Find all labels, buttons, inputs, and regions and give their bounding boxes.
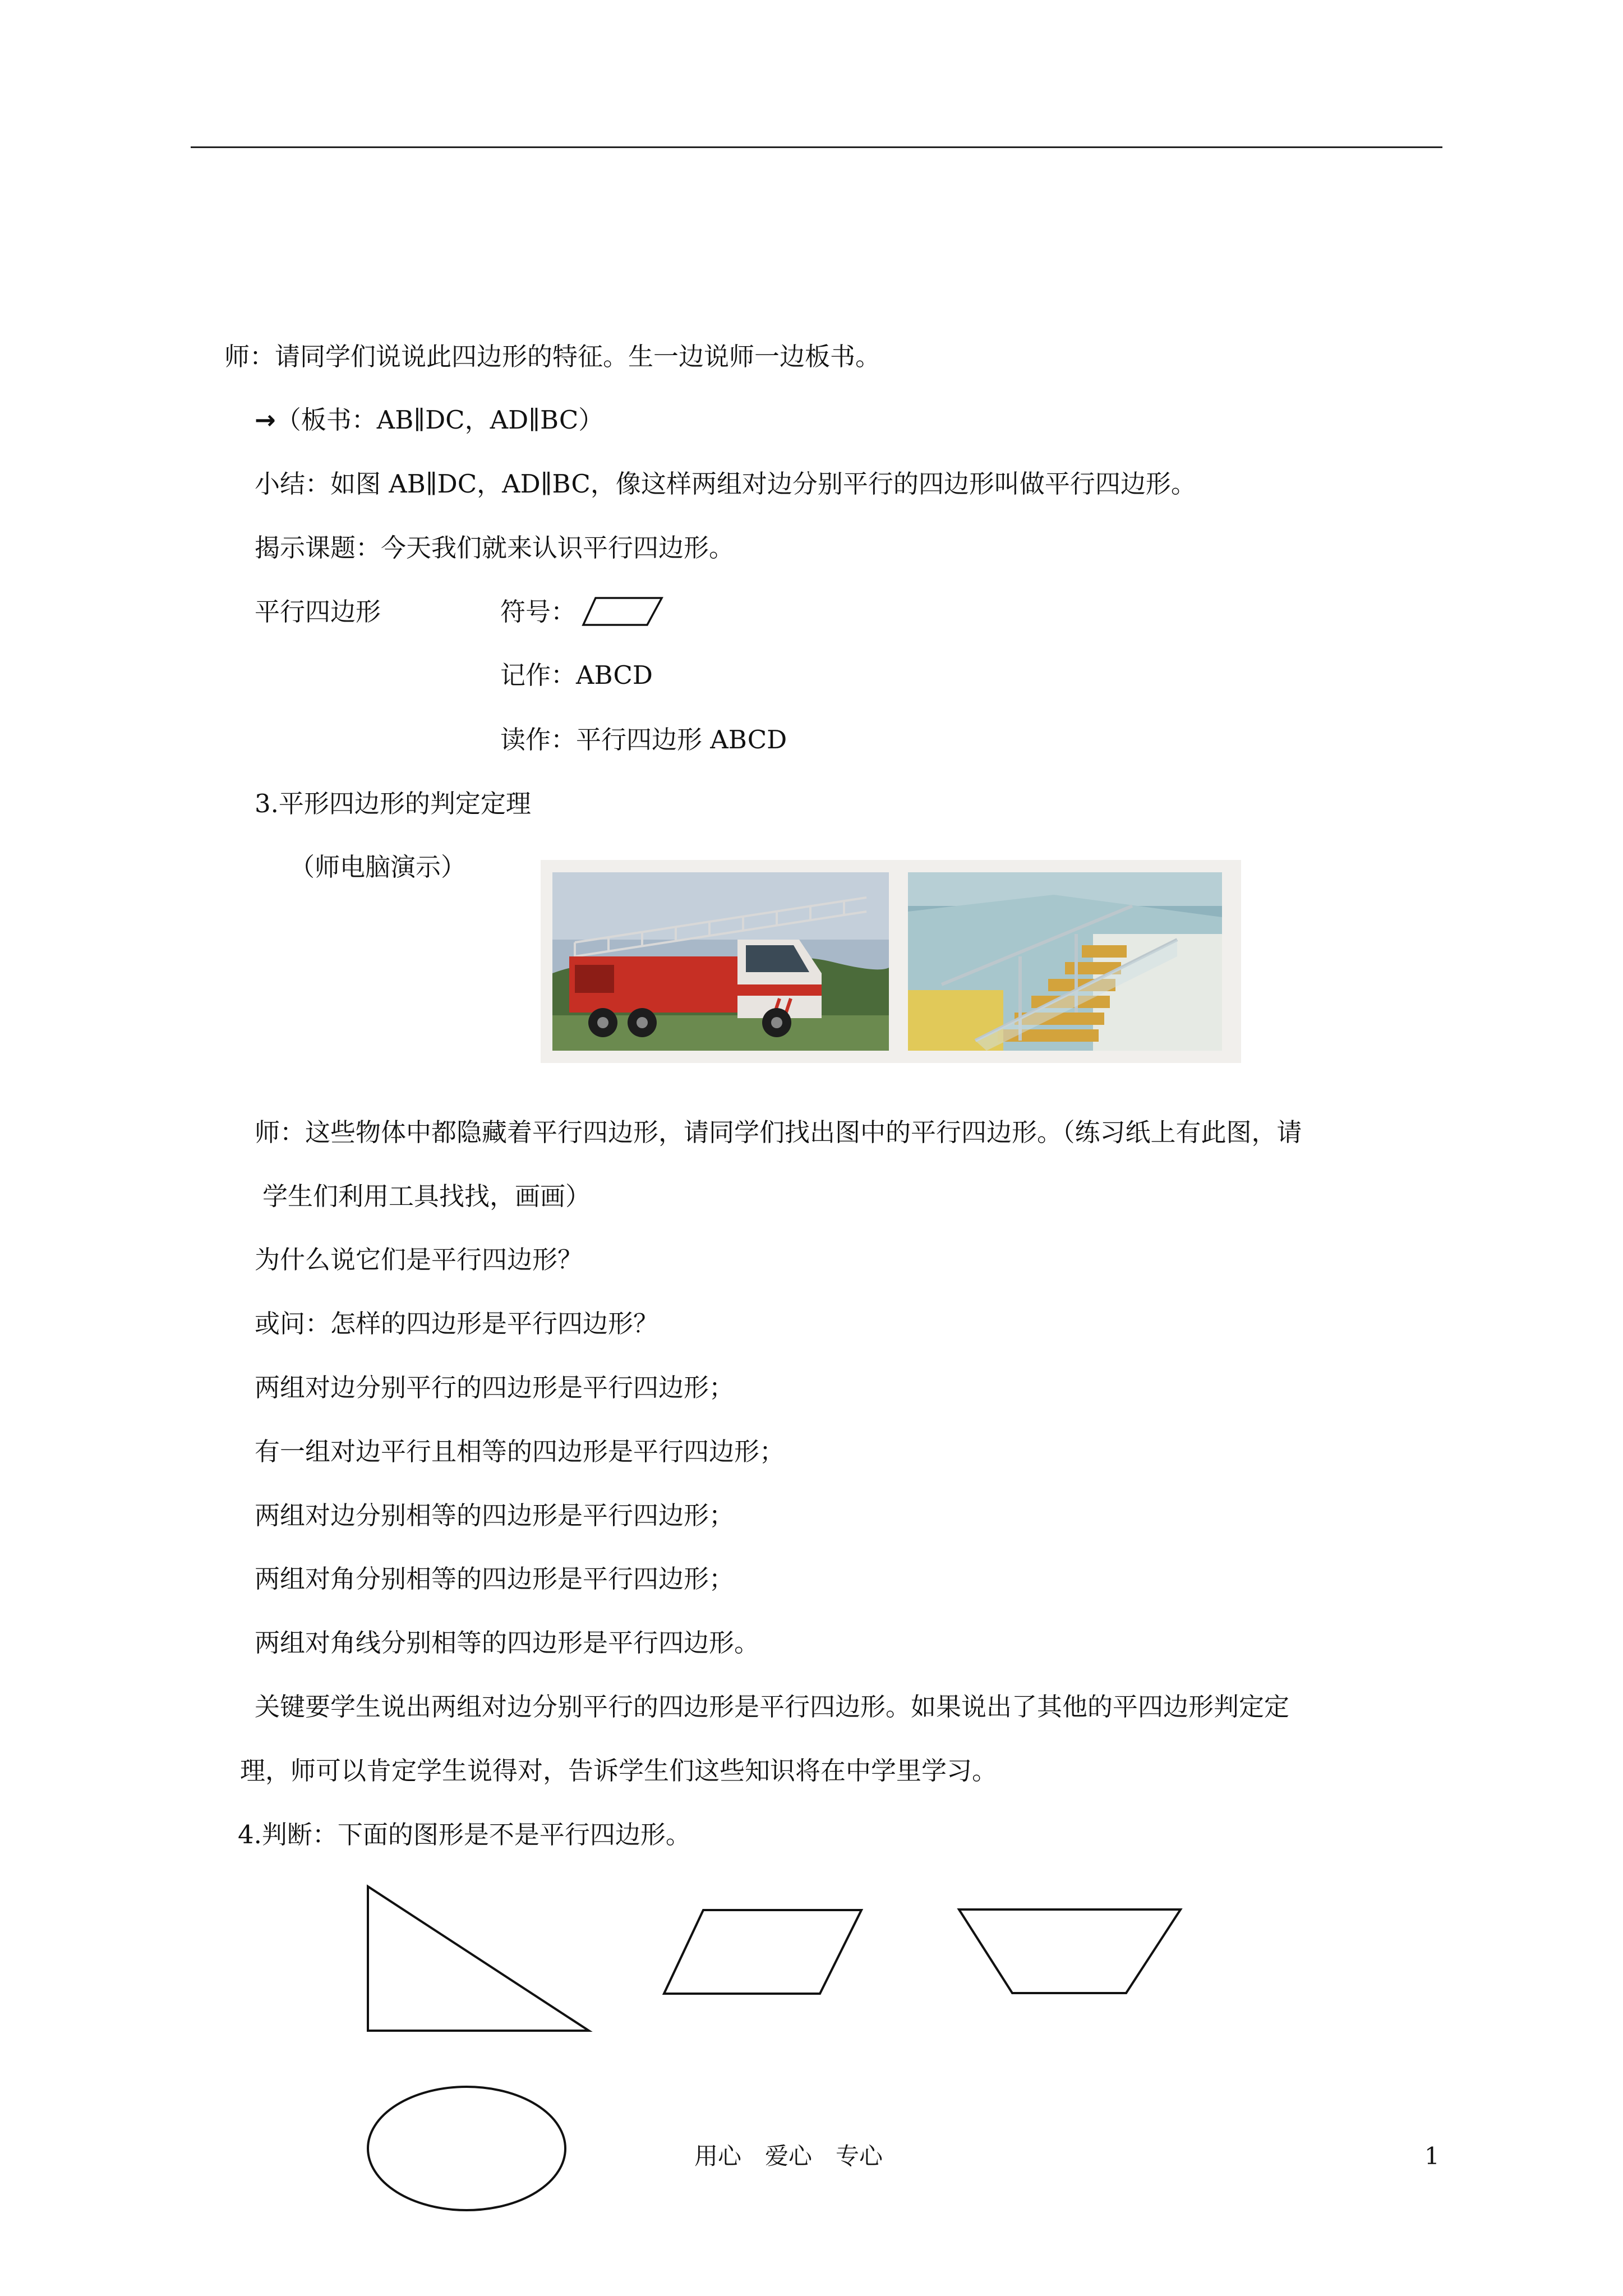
symbol-label: 符号：: [500, 597, 577, 627]
notation-line: 记作：ABCD: [500, 660, 653, 690]
arrow-icon: →: [255, 405, 276, 435]
summary-line: 小结：如图 AB∥DC，AD∥BC，像这样两组对边分别平行的四边形叫做平行四边形。: [255, 469, 1196, 499]
teacher-prompt-line: 师：请同学们说说此四边形的特征。生一边说师一边板书。: [224, 342, 881, 371]
criterion-2: 有一组对边平行且相等的四边形是平行四边形；: [255, 1437, 785, 1466]
right-triangle-shape: [368, 1887, 589, 2031]
header-rule: [191, 146, 1442, 148]
demo-photos: [541, 860, 1241, 1063]
topic-line: 揭示课题：今天我们就来认识平行四边形。: [255, 533, 735, 563]
parallelogram-symbol-icon: [581, 595, 665, 628]
criterion-1: 两组对边分别平行的四边形是平行四边形；: [255, 1373, 735, 1402]
board-note-text: （板书：AB∥DC，AD∥BC）: [275, 405, 604, 435]
section-4-heading: 4.判断：下面的图形是不是平行四边形。: [238, 1820, 691, 1849]
reading-line: 读作：平行四边形 ABCD: [500, 725, 787, 754]
criterion-3: 两组对边分别相等的四边形是平行四边形；: [255, 1501, 735, 1530]
why-question: 为什么说它们是平行四边形？: [255, 1245, 583, 1274]
alt-question: 或问：怎样的四边形是平行四边形？: [255, 1309, 659, 1338]
key-point-line-a: 关键要学生说出两组对边分别平行的四边形是平行四边形。如果说出了其他的平四边形判定定: [255, 1692, 1290, 1722]
trapezoid-shape: [959, 1910, 1181, 1993]
criterion-5: 两组对角线分别相等的四边形是平行四边形。: [255, 1628, 760, 1658]
find-shapes-line-b: 学生们利用工具找找，画画）: [262, 1181, 591, 1211]
term-label: 平行四边形: [255, 597, 381, 627]
section-3-heading: 3.平形四边形的判定定理: [255, 789, 531, 818]
key-point-line-b: 理，师可以肯定学生说得对，告诉学生们这些知识将在中学里学习。: [240, 1756, 998, 1786]
page-number: 1: [1424, 2142, 1440, 2170]
ellipse-shape: [368, 2087, 565, 2210]
board-note-line: [255, 405, 604, 435]
parallelogram-shape: [664, 1910, 861, 1994]
demo-note: （师电脑演示）: [289, 852, 467, 882]
criterion-4: 两组对角分别相等的四边形是平行四边形；: [255, 1564, 735, 1594]
find-shapes-line-a: 师：这些物体中都隐藏着平行四边形，请同学们找出图中的平行四边形。（练习纸上有此图，请: [255, 1117, 1302, 1147]
footer-motto: 用心 爱心 专心: [694, 2142, 883, 2170]
staircase-photo: [908, 872, 1222, 1051]
fire-truck-photo: [552, 872, 889, 1051]
